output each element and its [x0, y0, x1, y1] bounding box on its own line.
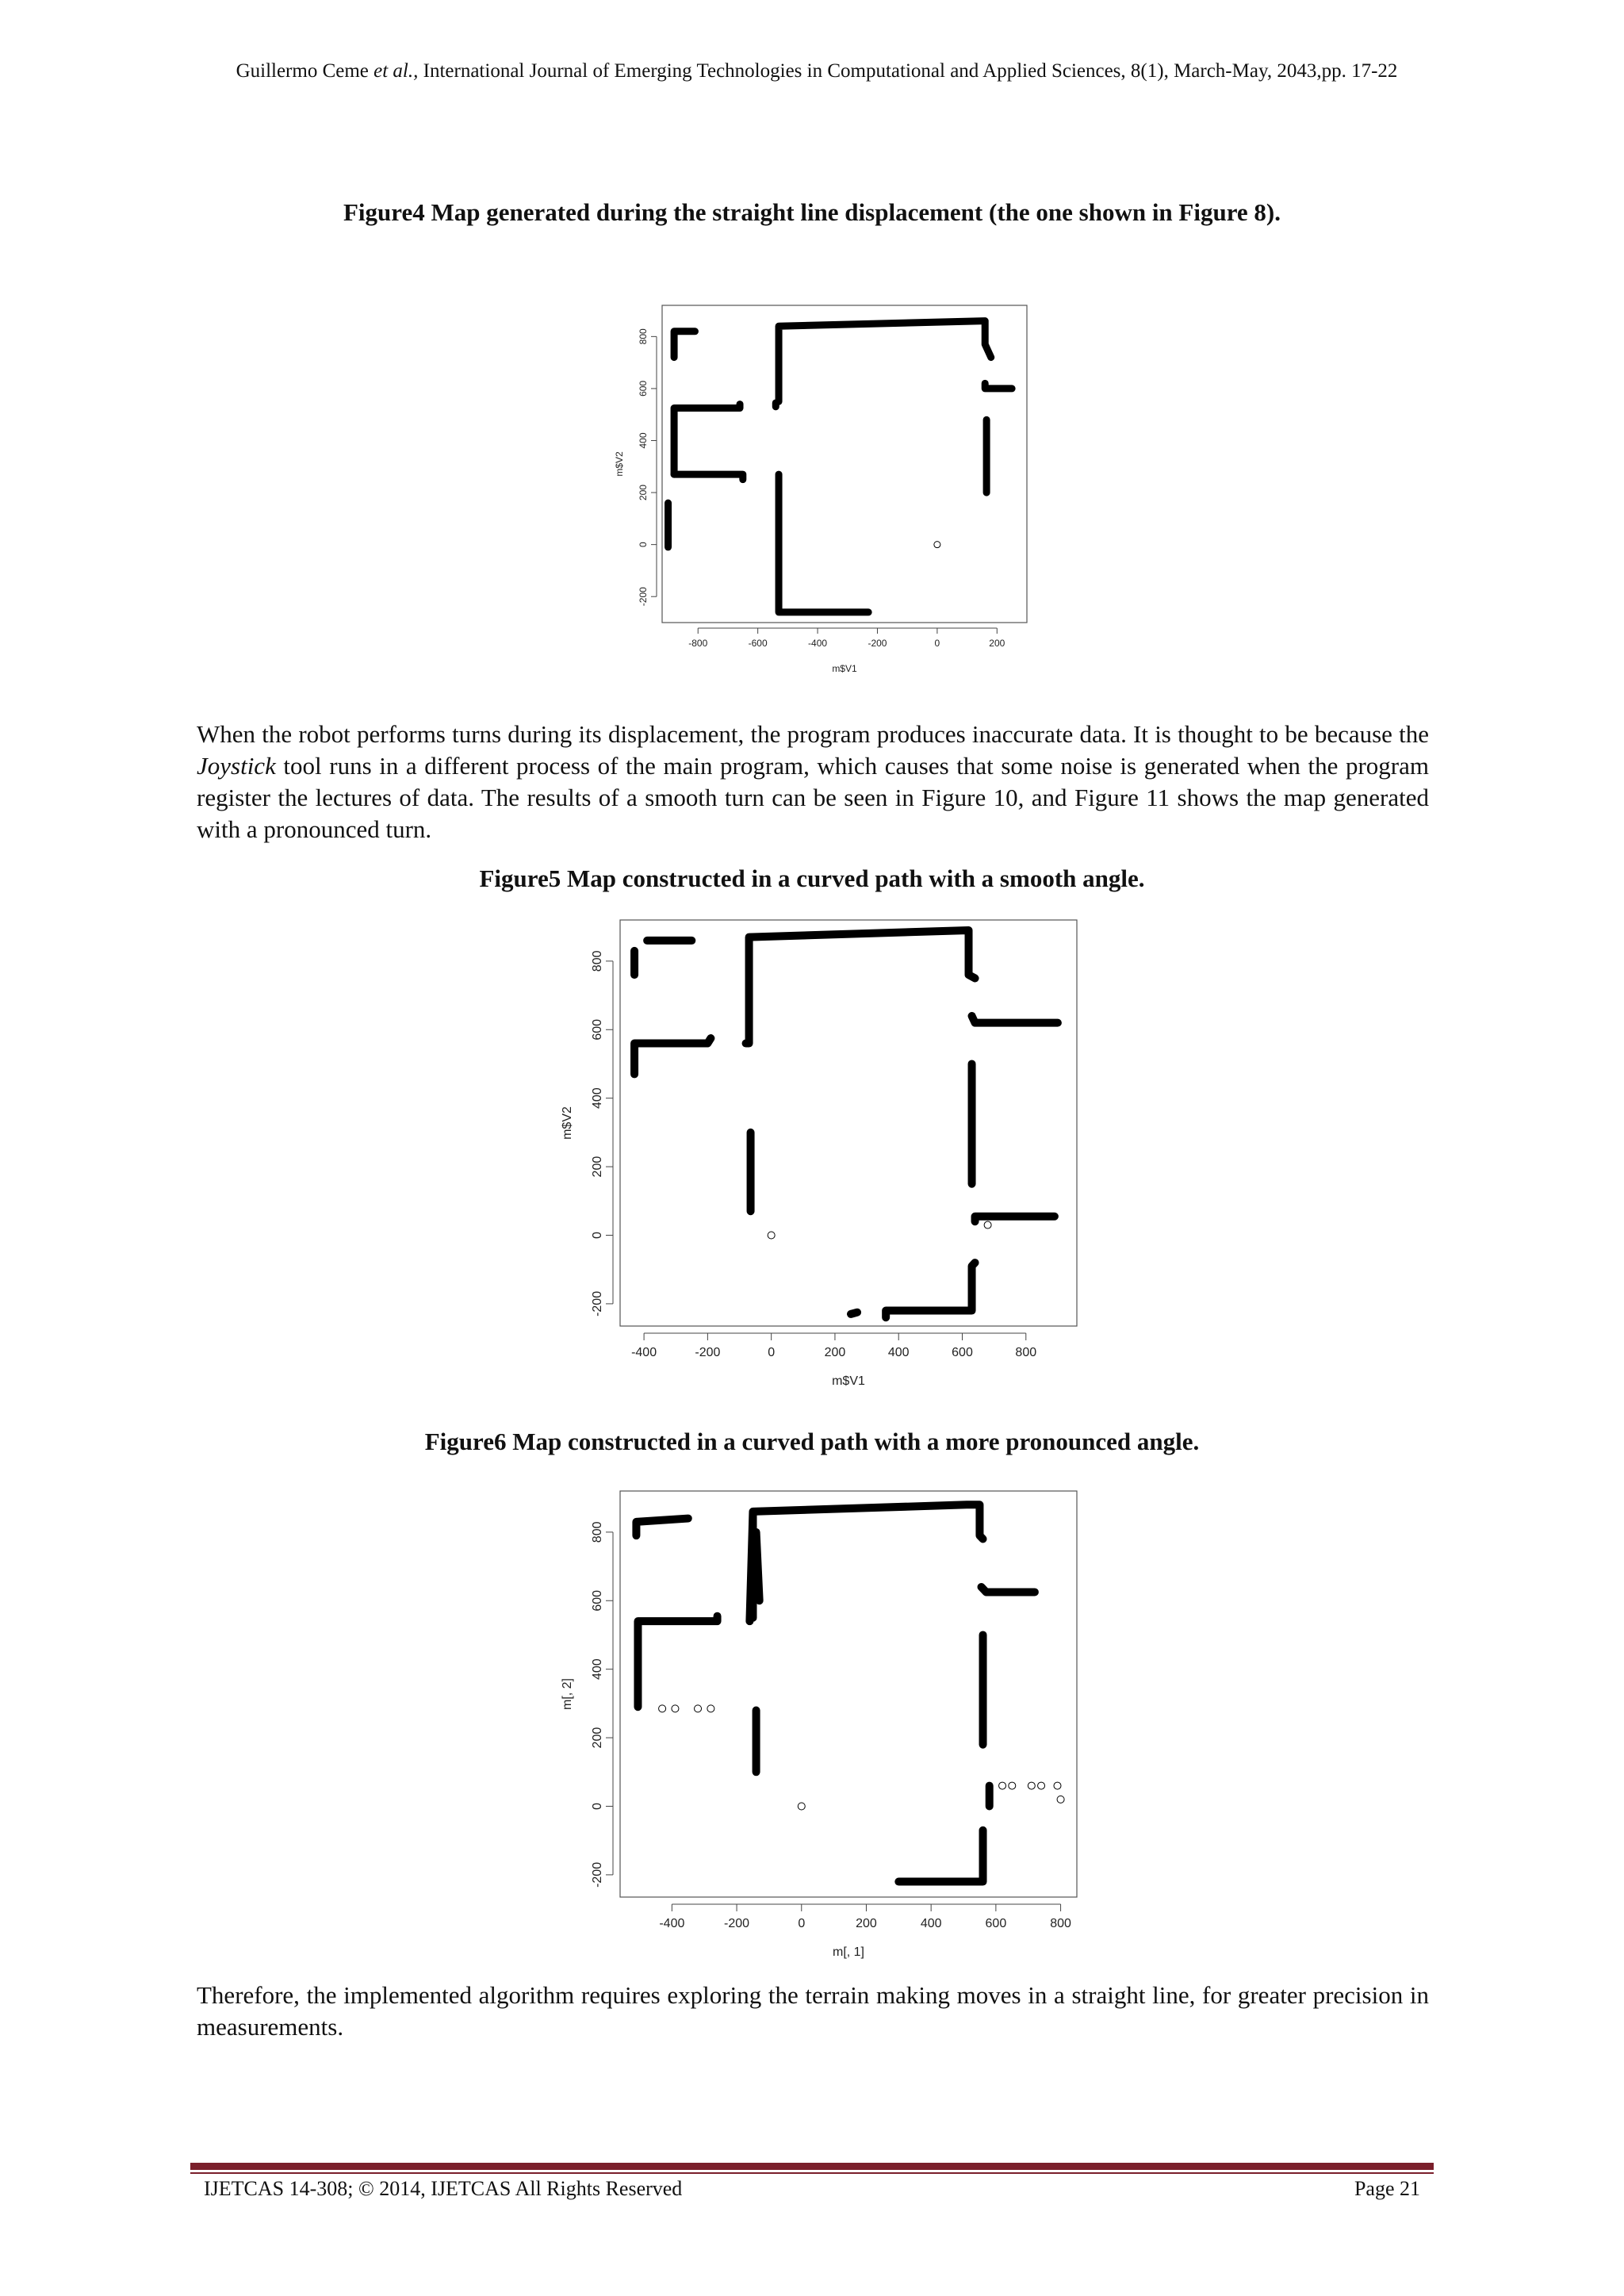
data-track: [972, 1016, 1058, 1023]
data-point: [798, 1803, 805, 1810]
y-tick-label: 600: [638, 380, 649, 397]
x-tick-label: 400: [920, 1917, 942, 1930]
data-track: [851, 1313, 857, 1314]
data-track: [975, 1217, 1055, 1221]
figure4-caption: Figure4 Map generated during the straight line displacement (the one shown in Figure 8).: [343, 198, 1281, 226]
data-track: [674, 332, 695, 358]
data-track: [674, 474, 743, 480]
paragraph-1-part1: When the robot performs turns during its displacement, the program produces inaccurate data. It is thought to be because the: [197, 720, 1429, 748]
y-tick-label: 400: [591, 1658, 604, 1681]
figure6-caption: Figure6 Map constructed in a curved path with a more pronounced angle.: [424, 1428, 1200, 1455]
figure4-plot: [615, 305, 1043, 678]
x-tick-label: 200: [989, 638, 1005, 649]
data-point: [672, 1705, 679, 1712]
x-tick-label: -400: [659, 1917, 685, 1930]
x-tick-label: -200: [868, 638, 887, 649]
y-tick-label: 200: [638, 485, 649, 501]
x-tick-label: 600: [985, 1917, 1007, 1930]
data-point: [707, 1705, 714, 1712]
x-tick-label: 200: [856, 1917, 877, 1930]
figure5-caption: Figure5 Map constructed in a curved path with a smooth angle.: [479, 864, 1145, 892]
data-point: [695, 1705, 702, 1712]
x-tick-label: 0: [798, 1917, 806, 1930]
plot-frame: [620, 920, 1077, 1326]
data-point: [659, 1705, 666, 1712]
paragraph-1: [197, 719, 1429, 845]
data-point: [1057, 1796, 1064, 1803]
y-tick-label: -200: [638, 587, 649, 607]
y-tick-label: 0: [591, 1803, 604, 1810]
x-tick-label: -200: [724, 1917, 750, 1930]
x-tick-label: 600: [952, 1346, 973, 1359]
header-authors: Guillermo Ceme: [236, 60, 369, 82]
x-tick-label: -800: [688, 638, 708, 649]
data-point: [934, 542, 940, 548]
data-track: [985, 383, 1012, 389]
data-track: [756, 1532, 760, 1600]
data-point: [984, 1221, 991, 1228]
y-axis-label: m$V2: [561, 1106, 574, 1140]
data-track: [779, 474, 868, 612]
y-tick-label: 0: [638, 542, 649, 547]
figure6-plot: [547, 1491, 1086, 1971]
x-tick-label: 800: [1050, 1917, 1071, 1930]
figure5-chart-svg: [547, 920, 1086, 1400]
x-tick-label: -200: [695, 1346, 721, 1359]
y-axis-label: m[, 2]: [561, 1677, 574, 1711]
y-tick-label: 600: [591, 1018, 604, 1041]
figure5-plot: [547, 920, 1086, 1400]
x-axis-label: m$V1: [832, 1374, 865, 1388]
x-axis-label: m[, 1]: [832, 1945, 865, 1959]
data-track: [779, 321, 991, 402]
y-tick-label: 600: [591, 1589, 604, 1612]
data-point: [1054, 1782, 1061, 1789]
header-etal: et al.,: [373, 60, 419, 82]
y-tick-label: 0: [591, 1232, 604, 1239]
data-track: [749, 1504, 982, 1621]
data-track: [981, 1587, 1034, 1592]
paragraph-1-part2: tool runs in a different process of the main program, which causes that some noise is generated when the program register the lectures of data. The results of a smooth turn can be seen in Figure 10, and Figure 11 shows the map generated with a pronounced turn.: [197, 752, 1429, 843]
data-point: [768, 1232, 775, 1239]
data-track: [634, 1038, 710, 1074]
data-track: [674, 404, 740, 475]
footer-page-number: Page 21: [1354, 2177, 1420, 2200]
footer-rule: [190, 2163, 1434, 2170]
y-tick-label: 400: [638, 432, 649, 449]
header-citation: International Journal of Emerging Technologies in Computational and Applied Sciences, 8(1), March-May, 2043,pp. 17-22: [423, 60, 1398, 82]
figure4-chart-svg: [615, 305, 1043, 678]
x-tick-label: 200: [824, 1346, 846, 1359]
data-track: [886, 1263, 975, 1317]
y-tick-label: 800: [638, 328, 649, 345]
x-tick-label: -400: [808, 638, 828, 649]
y-tick-label: 200: [591, 1727, 604, 1749]
figure6-chart-svg: [547, 1491, 1086, 1971]
footer-rule-thin: [190, 2172, 1434, 2174]
data-track: [638, 1616, 717, 1707]
x-tick-label: -600: [748, 638, 768, 649]
y-tick-label: -200: [591, 1861, 604, 1888]
paragraph-2: Therefore, the implemented algorithm requires exploring the terrain making moves in a straight line, for greater precision in measurements.: [197, 1981, 1429, 2041]
plot-frame: [662, 305, 1027, 623]
data-point: [999, 1782, 1006, 1789]
y-tick-label: 400: [591, 1087, 604, 1110]
y-tick-label: 800: [591, 950, 604, 972]
x-tick-label: 400: [887, 1346, 910, 1359]
x-tick-label: 800: [1015, 1346, 1037, 1359]
data-point: [1028, 1782, 1035, 1789]
data-track: [898, 1830, 982, 1882]
y-axis-label: m$V2: [614, 451, 625, 477]
data-point: [1038, 1782, 1045, 1789]
x-tick-label: -400: [631, 1346, 657, 1359]
y-tick-label: 800: [591, 1521, 604, 1543]
data-point: [1009, 1782, 1016, 1789]
x-tick-label: 0: [934, 638, 940, 649]
running-header: [194, 59, 1439, 83]
plot-frame: [620, 1491, 1077, 1897]
data-track: [746, 930, 975, 1044]
x-axis-label: m$V1: [832, 663, 857, 674]
data-track: [636, 1519, 688, 1536]
x-tick-label: 0: [768, 1346, 776, 1359]
paragraph-1-italic: Joystick: [197, 752, 276, 780]
y-tick-label: -200: [591, 1290, 604, 1317]
y-tick-label: 200: [591, 1156, 604, 1178]
footer-copyright: IJETCAS 14-308; © 2014, IJETCAS All Rights Reserved: [204, 2177, 683, 2200]
